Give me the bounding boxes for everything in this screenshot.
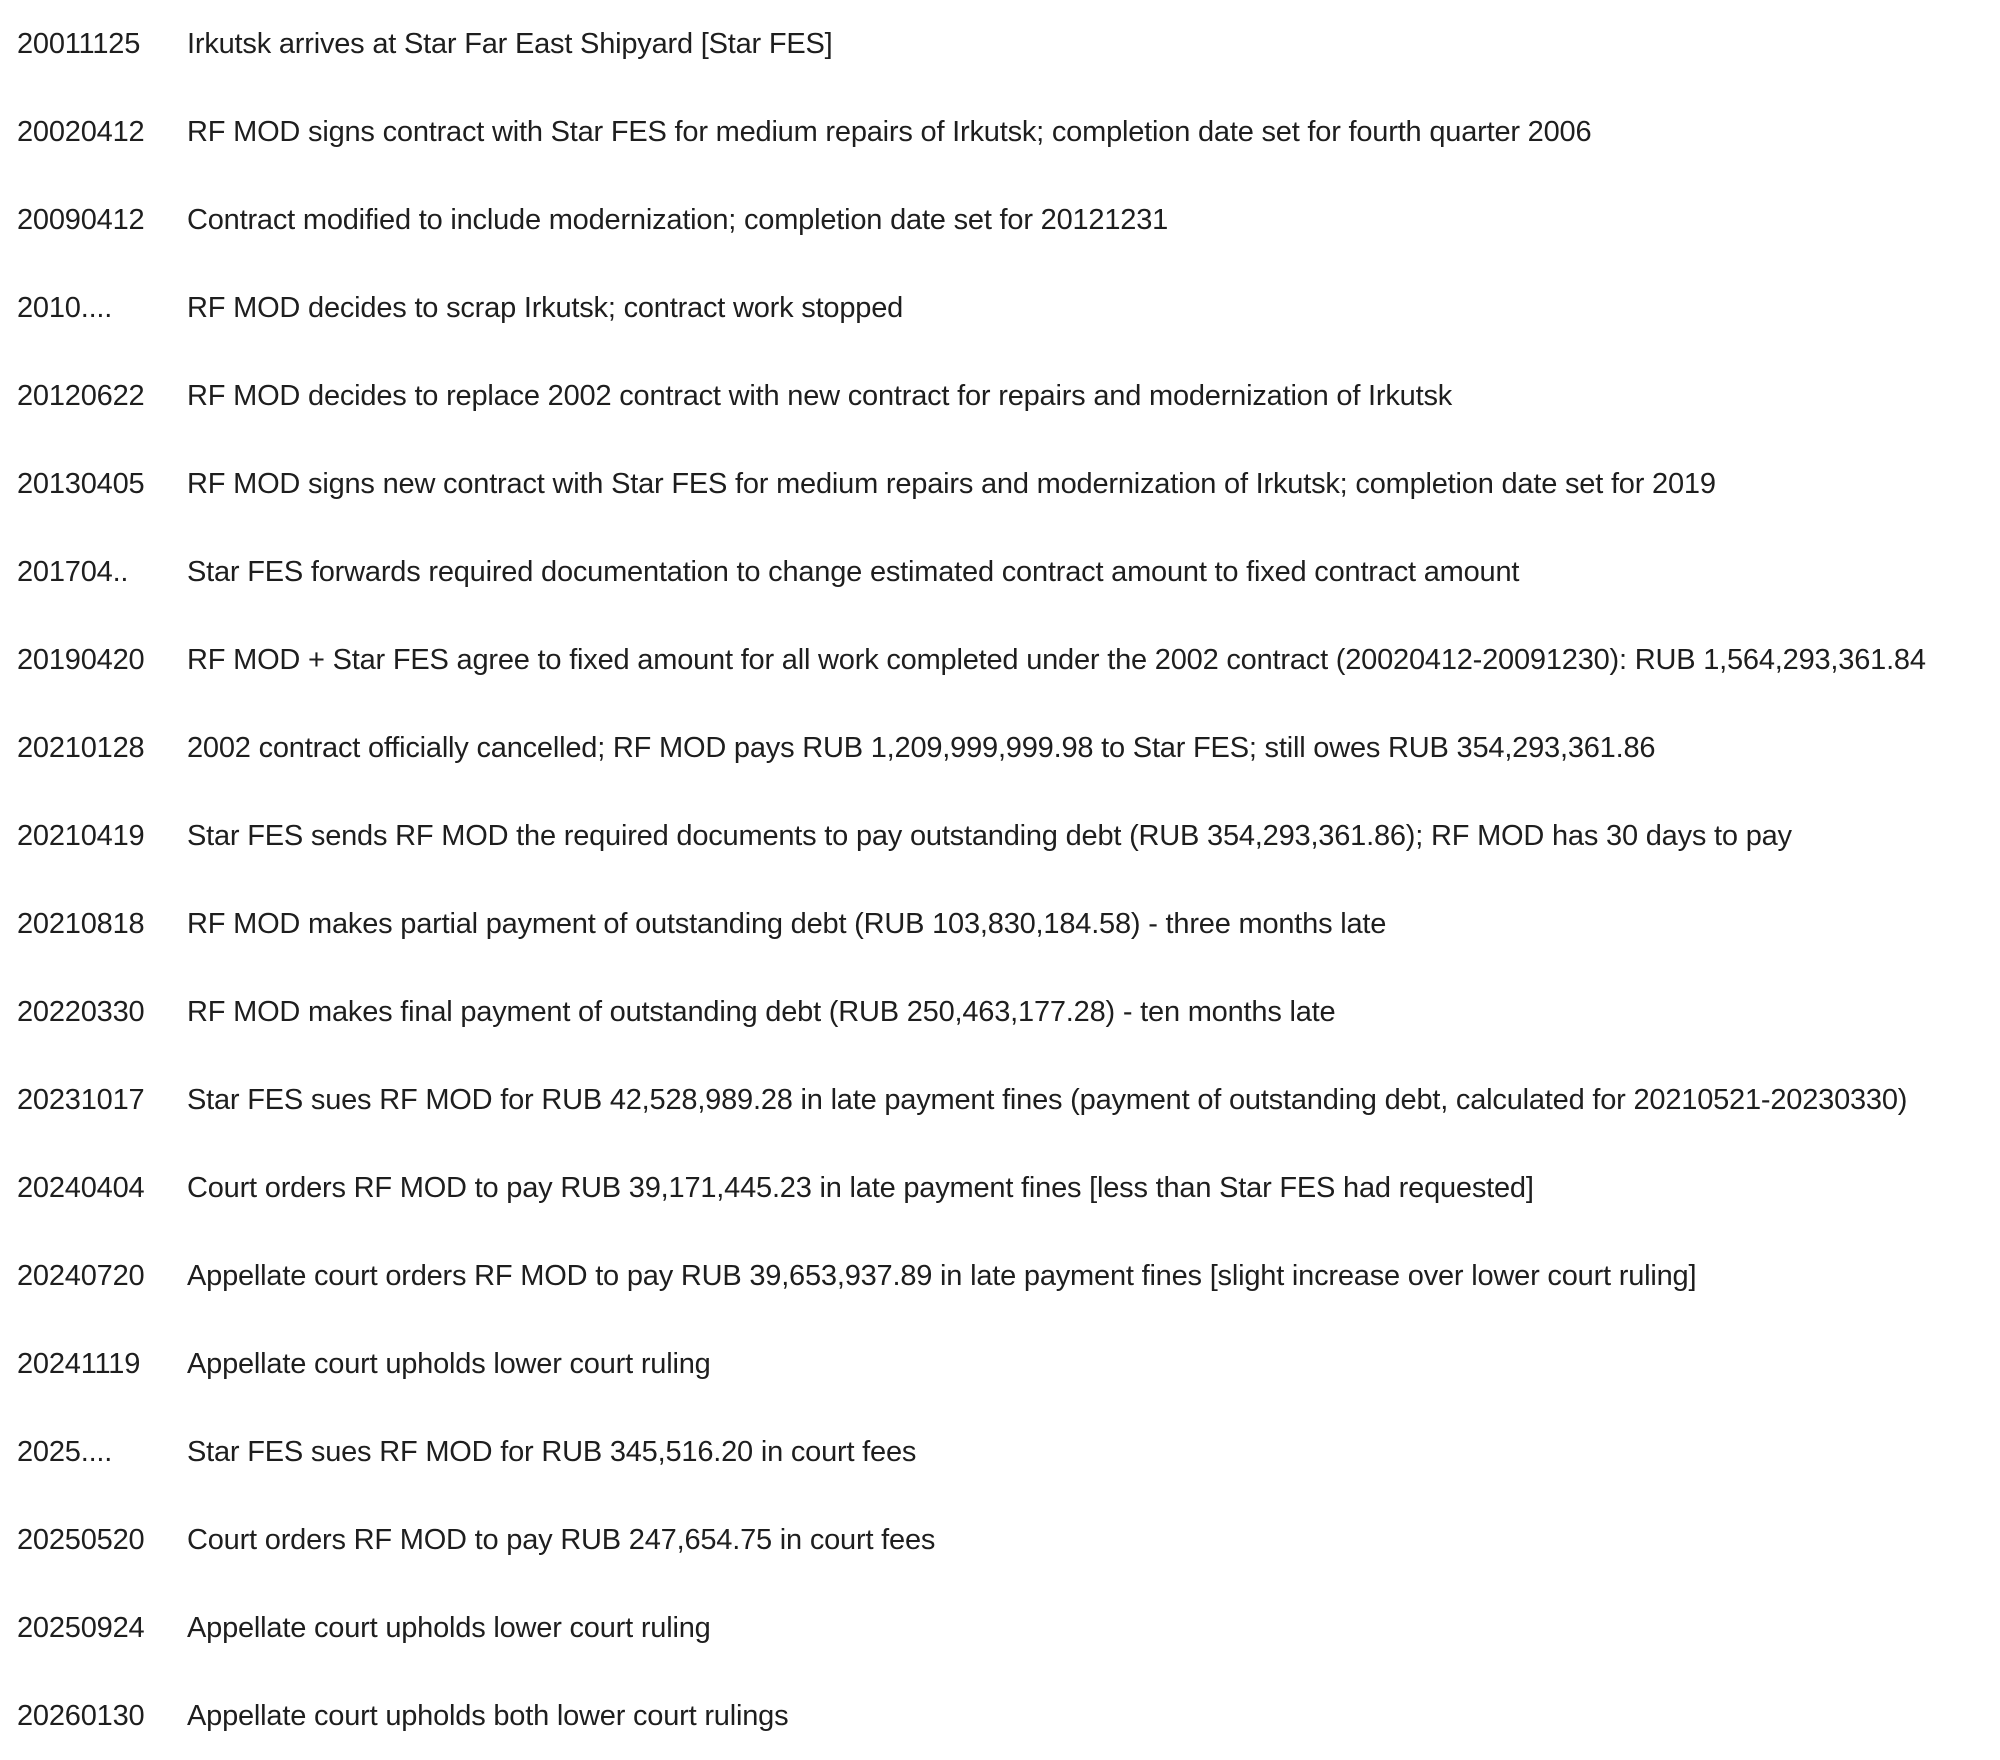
timeline-entry [17,1496,1987,1584]
entry-description: Court orders RF MOD to pay RUB 247,654.75 in court fees [187,1523,936,1556]
entry-description: 2002 contract officially cancelled; RF MOD pays RUB 1,209,999,999.98 to Star FES; still owes RUB 354,293,361.86 [187,731,1656,764]
entry-date: 20090412 [17,203,145,236]
entry-description: Appellate court orders RF MOD to pay RUB 39,653,937.89 in late payment fines [slight increase over lower court ruling] [187,1259,1697,1292]
timeline-entry [17,1584,1987,1672]
entry-description: Irkutsk arrives at Star Far East Shipyard [Star FES] [187,27,833,60]
entry-date: 2010.... [17,291,113,324]
entry-description: RF MOD + Star FES agree to fixed amount for all work completed under the 2002 contract (20020412-20091230): RUB 1,564,293,361.84 [187,643,1926,676]
entry-date: 20130405 [17,467,145,500]
entry-description: RF MOD makes final payment of outstanding debt (RUB 250,463,177.28) - ten months late [187,995,1336,1028]
timeline-entry [17,1144,1987,1232]
entry-date: 20190420 [17,643,145,676]
entry-description: Contract modified to include modernization; completion date set for 20121231 [187,203,1169,236]
entry-description: Court orders RF MOD to pay RUB 39,171,445.23 in late payment fines [less than Star FES had requested] [187,1171,1534,1204]
timeline-entry [17,440,1987,528]
entry-date: 20250520 [17,1523,145,1556]
timeline-entry [17,176,1987,264]
entry-description: RF MOD signs contract with Star FES for medium repairs of Irkutsk; completion date set for fourth quarter 2006 [187,115,1592,148]
entry-date: 20210419 [17,819,145,852]
entry-description: Star FES sues RF MOD for RUB 42,528,989.28 in late payment fines (payment of outstanding debt, calculated for 20210521-20230330) [187,1083,1908,1116]
entry-date: 20210818 [17,907,145,940]
entry-date: 20120622 [17,379,145,412]
timeline-entry [17,528,1987,616]
entry-description: RF MOD makes partial payment of outstanding debt (RUB 103,830,184.58) - three months late [187,907,1387,940]
timeline-entry [17,1056,1987,1144]
entry-description: Star FES sues RF MOD for RUB 345,516.20 in court fees [187,1435,917,1468]
timeline-entry [17,88,1987,176]
entry-description: RF MOD decides to replace 2002 contract with new contract for repairs and modernization of Irkutsk [187,379,1453,412]
entry-date: 20220330 [17,995,145,1028]
timeline-entry [17,968,1987,1056]
timeline-entry [17,264,1987,352]
entry-date: 20240720 [17,1259,145,1292]
timeline-entry [17,1320,1987,1408]
entry-description: Star FES forwards required documentation to change estimated contract amount to fixed contract amount [187,555,1520,588]
timeline-entry [17,1408,1987,1496]
timeline-entry [17,1672,1987,1760]
timeline-entry [17,352,1987,440]
entry-date: 20260130 [17,1699,145,1732]
entry-description: RF MOD signs new contract with Star FES for medium repairs and modernization of Irkutsk; completion date set for 2019 [187,467,1716,500]
entry-date: 2025.... [17,1435,113,1468]
entry-date: 20240404 [17,1171,145,1204]
entry-date: 20231017 [17,1083,145,1116]
entry-description: Star FES sends RF MOD the required documents to pay outstanding debt (RUB 354,293,361.86); RF MOD has 30 days to pay [187,819,1792,852]
entry-description: Appellate court upholds both lower court rulings [187,1699,789,1732]
entry-description: RF MOD decides to scrap Irkutsk; contract work stopped [187,291,904,324]
entry-date: 20020412 [17,115,145,148]
timeline-entry [17,792,1987,880]
timeline-entry [17,1232,1987,1320]
timeline-entry [17,0,1987,88]
timeline-entry [17,704,1987,792]
entry-date: 20210128 [17,731,145,764]
entry-date: 20250924 [17,1611,145,1644]
timeline-entry [17,880,1987,968]
entry-description: Appellate court upholds lower court ruling [187,1347,711,1380]
entry-date: 201704.. [17,555,129,588]
timeline-entry [17,616,1987,704]
timeline-list [17,0,1987,1760]
entry-date: 20011125 [17,27,141,60]
entry-description: Appellate court upholds lower court ruling [187,1611,711,1644]
entry-date: 20241119 [17,1347,141,1380]
